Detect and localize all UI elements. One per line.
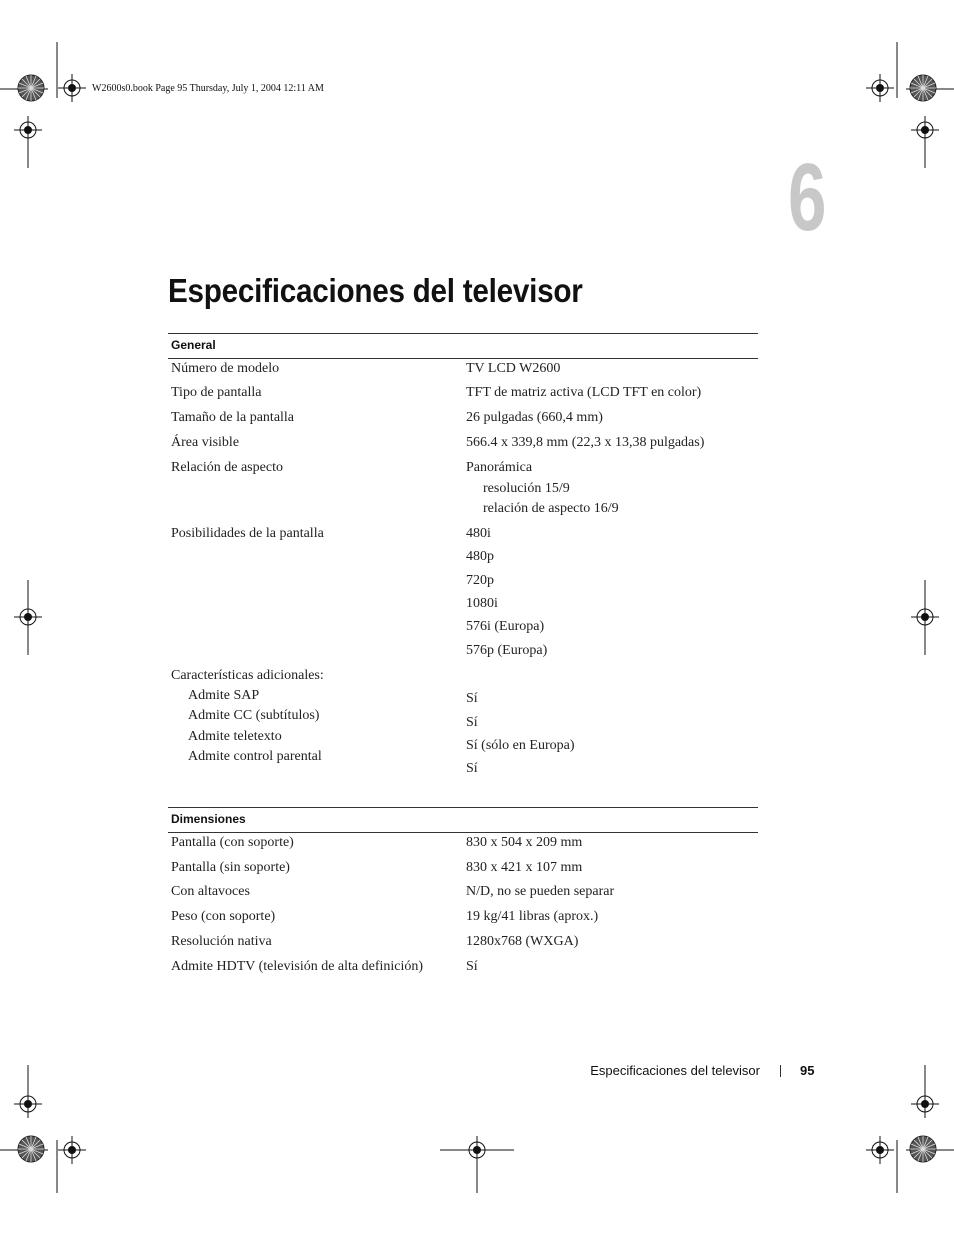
feature-label: Admite teletexto — [188, 729, 282, 744]
section-title: Dimensiones — [171, 812, 246, 826]
feature-label: Admite SAP — [188, 688, 260, 703]
footer-divider — [780, 1065, 781, 1077]
print-slug: W2600s0.book Page 95 Thursday, July 1, 2004 12:11 AM — [92, 83, 324, 94]
dimension-value: 830 x 421 x 107 mm — [466, 860, 583, 875]
dimension-value: Sí — [466, 959, 478, 974]
display-mode-item: 480i — [466, 526, 491, 541]
dimension-value: 830 x 504 x 209 mm — [466, 835, 583, 850]
dimension-value: N/D, no se pueden separar — [466, 884, 615, 899]
spec-subvalue-resolution: resolución 15/9 — [483, 481, 570, 496]
spec-label-display-modes: Posibilidades de la pantalla — [171, 526, 324, 541]
spec-label-aspect-ratio: Relación de aspecto — [171, 460, 283, 475]
feature-value: Sí — [466, 761, 478, 776]
spec-label-screen-size: Tamaño de la pantalla — [171, 410, 295, 425]
spec-label-model: Número de modelo — [171, 361, 280, 376]
feature-label: Admite CC (subtítulos) — [188, 708, 320, 723]
spec-value-viewable-area: 566.4 x 339,8 mm (22,3 x 13,38 pulgadas) — [466, 435, 705, 450]
display-mode-item: 1080i — [466, 596, 498, 611]
page-title: Especificaciones del televisor — [168, 272, 583, 309]
display-mode-item: 576p (Europa) — [466, 643, 548, 658]
feature-value: Sí — [466, 691, 478, 706]
dimension-label: Pantalla (sin soporte) — [171, 860, 290, 875]
section-header-dimensions — [168, 807, 758, 833]
dimension-value: 19 kg/41 libras (aprox.) — [466, 909, 599, 924]
dimension-label: Con altavoces — [171, 884, 250, 899]
chapter-number: 6 — [788, 144, 827, 251]
page-number: 95 — [800, 1063, 815, 1078]
spec-value-screen-size: 26 pulgadas (660,4 mm) — [466, 410, 603, 425]
spec-label-screen-type: Tipo de pantalla — [171, 385, 262, 400]
display-mode-item: 480p — [466, 549, 494, 564]
footer-section-title: Especificaciones del televisor — [590, 1063, 760, 1078]
feature-value: Sí — [466, 715, 478, 730]
spec-value-model: TV LCD W2600 — [466, 361, 561, 376]
dimension-label: Peso (con soporte) — [171, 909, 276, 924]
display-mode-item: 720p — [466, 573, 494, 588]
dimension-label: Pantalla (con soporte) — [171, 835, 294, 850]
feature-label: Admite control parental — [188, 749, 322, 764]
section-title: General — [171, 338, 216, 352]
display-mode-item: 576i (Europa) — [466, 619, 545, 634]
section-header-general — [168, 333, 758, 359]
dimension-value: 1280x768 (WXGA) — [466, 934, 579, 949]
feature-value: Sí (sólo en Europa) — [466, 738, 575, 753]
spec-subvalue-aspect: relación de aspecto 16/9 — [483, 501, 619, 516]
spec-value-screen-type: TFT de matriz activa (LCD TFT en color) — [466, 385, 702, 400]
spec-label-additional-features: Características adicionales: — [171, 668, 324, 683]
dimension-label: Admite HDTV (televisión de alta definición) — [171, 959, 424, 974]
spec-value-aspect-ratio: Panorámica — [466, 460, 533, 475]
dimension-label: Resolución nativa — [171, 934, 272, 949]
spec-label-viewable-area: Área visible — [171, 435, 240, 450]
